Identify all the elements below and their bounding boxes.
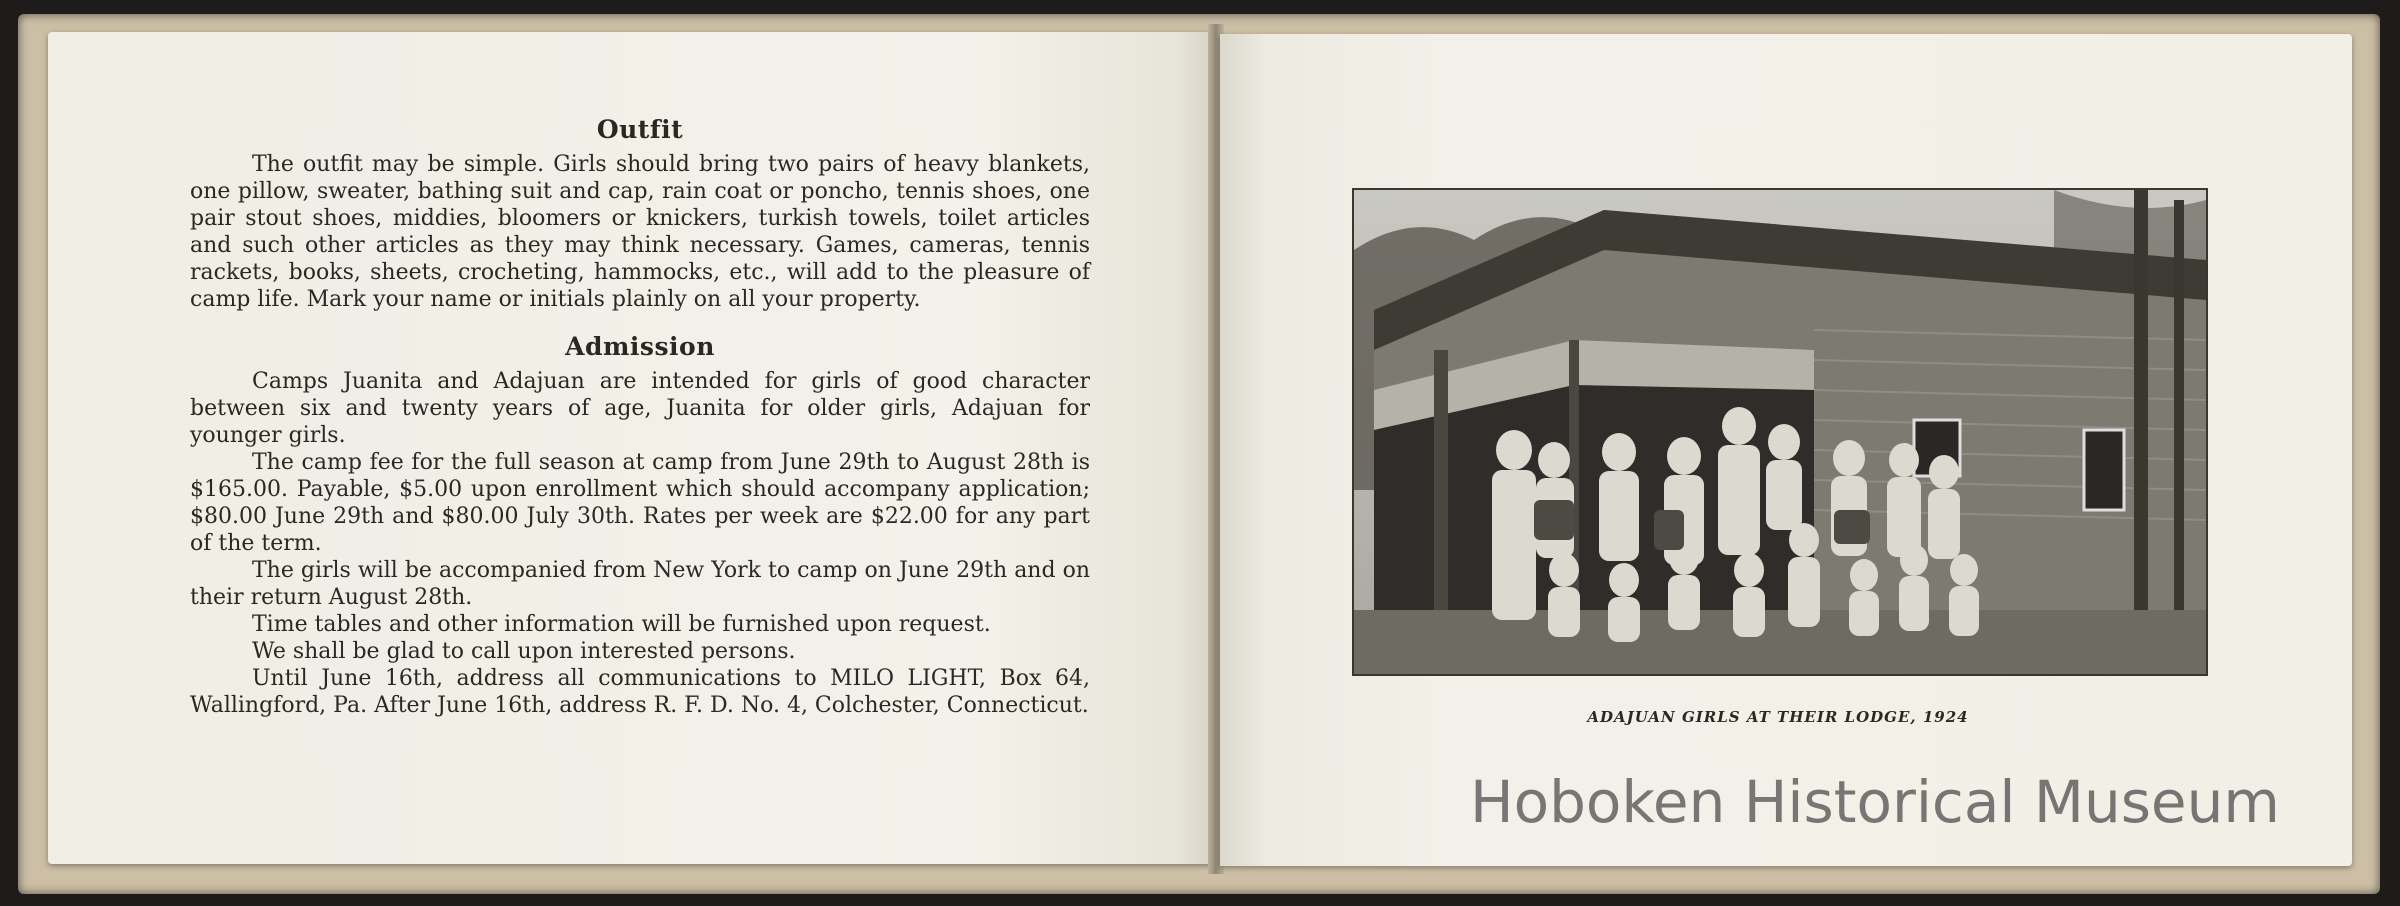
outfit-paragraph: The outfit may be simple. Girls should bring two pairs of heavy blankets, one pillow, sweater, bathing suit and cap, rain coat or poncho, tennis shoes, one pair stout shoes, middies, bloomers or knickers, turkish towels, toilet articles and such other articles as they may think necessary. Games, cameras, tennis rackets, books, sheets, crocheting, hammocks, etc., will add to the pleasure of camp life. Mark your name or initials plainly on all your property. [190, 152, 1090, 312]
admission-paragraph: The girls will be accompanied from New York to camp on June 29th and on their return August 28th. [190, 558, 1090, 610]
photo-caption: ADAJUAN GIRLS AT THEIR LODGE, 1924 [1587, 708, 1969, 726]
outfit-heading: Outfit [596, 115, 684, 144]
admission-paragraph: Until June 16th, address all communications to MILO LIGHT, Box 64, Wallingford, Pa. After June 16th, address R. F. D. No. 4, Colchester, Connecticut. [190, 666, 1090, 718]
admission-paragraph: We shall be glad to call upon interested persons. [252, 639, 796, 664]
admission-paragraph: Time tables and other information will be furnished upon request. [252, 612, 991, 637]
museum-watermark: Hoboken Historical Museum [1470, 768, 2280, 836]
lodge-photograph-illustration [1354, 190, 2206, 674]
lodge-photograph [1352, 188, 2208, 676]
admission-paragraph: Camps Juanita and Adajuan are intended for girls of good character between six and twenty years of age, Juanita for older girls, Adajuan for younger girls. [190, 369, 1090, 448]
admission-paragraph: The camp fee for the full season at camp from June 29th to August 28th is $165.00. Payable, $5.00 upon enrollment which should accompany application; $80.00 June 29th and $80.00 July 30th. Rates per week are $22.00 for any part of the term. [190, 450, 1090, 556]
admission-heading: Admission [565, 332, 715, 361]
left-page-text [190, 112, 1090, 719]
